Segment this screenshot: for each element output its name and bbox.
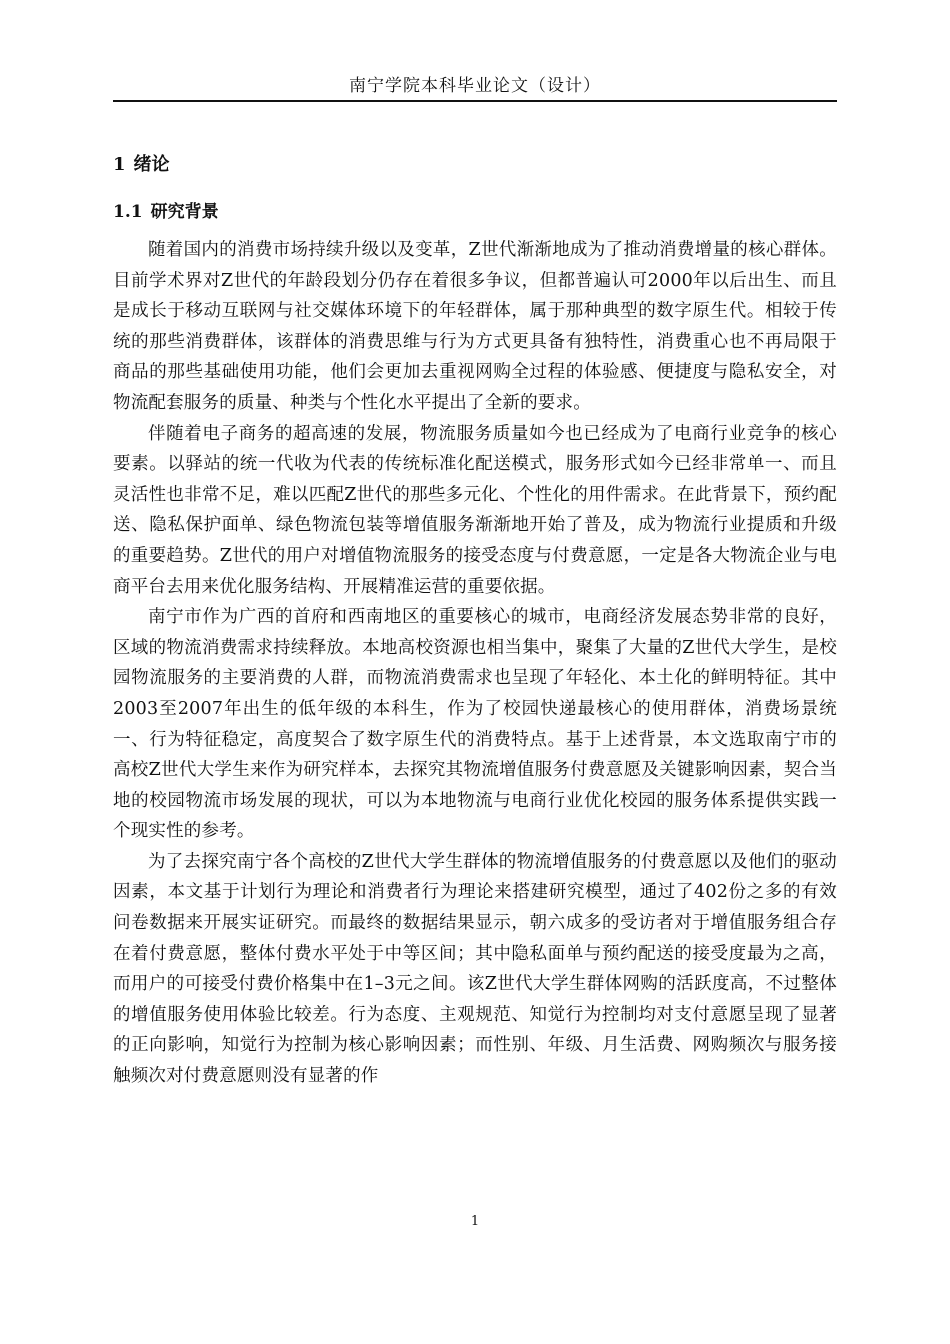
subsection-number: 1.1 <box>113 202 143 222</box>
page-number: 1 <box>470 1214 480 1229</box>
page-header: 南宁学院本科毕业论文（设计） <box>349 76 601 96</box>
paragraph: 南宁市作为广西的首府和西南地区的重要核心的城市，电商经济发展态势非常的良好，区域的物流消费需求持续释放。本地高校资源也相当集中，聚集了大量的Z世代大学生，是校园物流服务的主要消费的人群，而物流消费需求也呈现了年轻化、本土化的鲜明特征。其中2003至2007年出生的低年级的本科生，作为了校园快递最核心的使用群体，消费场景统一、行为特征稳定，高度契合了数字原生代的消费特点。基于上述背景，本文选取南宁市的高校Z世代大学生来作为研究样本，去探究其物流增值服务付费意愿及关键影响因素，契合当地的校园物流市场发展的现状，可以为本地物流与电商行业优化校园的服务体系提供实践一个现实性的参考。 <box>113 607 837 842</box>
paragraph: 伴随着电子商务的超高速的发展，物流服务质量如今也已经成为了电商行业竞争的核心要素。以驿站的统一代收为代表的传统标准化配送模式，服务形式如今已经非常单一、而且灵活性也非常不足，难以匹配Z世代的那些多元化、个性化的用件需求。在此背景下，预约配送、隐私保护面单、绿色物流包装等增值服务渐渐地开始了普及，成为物流行业提质和升级的重要趋势。Z世代的用户对增值物流服务的接受态度与付费意愿，一定是各大物流企业与电商平台去用来优化服务结构、开展精准运营的重要依据。 <box>113 423 837 597</box>
header-rule <box>113 100 837 102</box>
subsection-title: 研究背景 <box>150 202 219 222</box>
section-number: 1 <box>113 154 126 175</box>
body-content <box>113 150 837 1092</box>
subsection-heading <box>113 197 837 227</box>
section-heading <box>113 150 837 180</box>
section-title: 绪论 <box>133 154 170 175</box>
paragraph: 为了去探究南宁各个高校的Z世代大学生群体的物流增值服务的付费意愿以及他们的驱动因素，本文基于计划行为理论和消费者行为理论来搭建研究模型，通过了402份之多的有效问卷数据来开展实证研究。而最终的数据结果显示，朝六成多的受访者对于增值服务组合存在着付费意愿，整体付费水平处于中等区间；其中隐私面单与预约配送的接受度最为之高，而用户的可接受付费价格集中在1–3元之间。该Z世代大学生群体网购的活跃度高，不过整体的增值服务使用体验比较差。行为态度、主观规范、知觉行为控制均对支付意愿呈现了显著的正向影响，知觉行为控制为核心影响因素；而性别、年级、月生活费、网购频次与服务接触频次对付费意愿则没有显著的作 <box>113 851 837 1087</box>
paragraph: 随着国内的消费市场持续升级以及变革，Z世代渐渐地成为了推动消费增量的核心群体。目前学术界对Z世代的年龄段划分仍存在着很多争议，但都普遍认可2000年以后出生、而且是成长于移动互联网与社交媒体环境下的年轻群体，属于那种典型的数字原生代。相较于传统的那些消费群体，该群体的消费思维与行为方式更具备有独特性，消费重心也不再局限于商品的那些基础使用功能，他们会更加去重视网购全过程的体验感、便捷度与隐私安全，对物流配套服务的质量、种类与个性化水平提出了全新的要求。 <box>113 240 837 413</box>
